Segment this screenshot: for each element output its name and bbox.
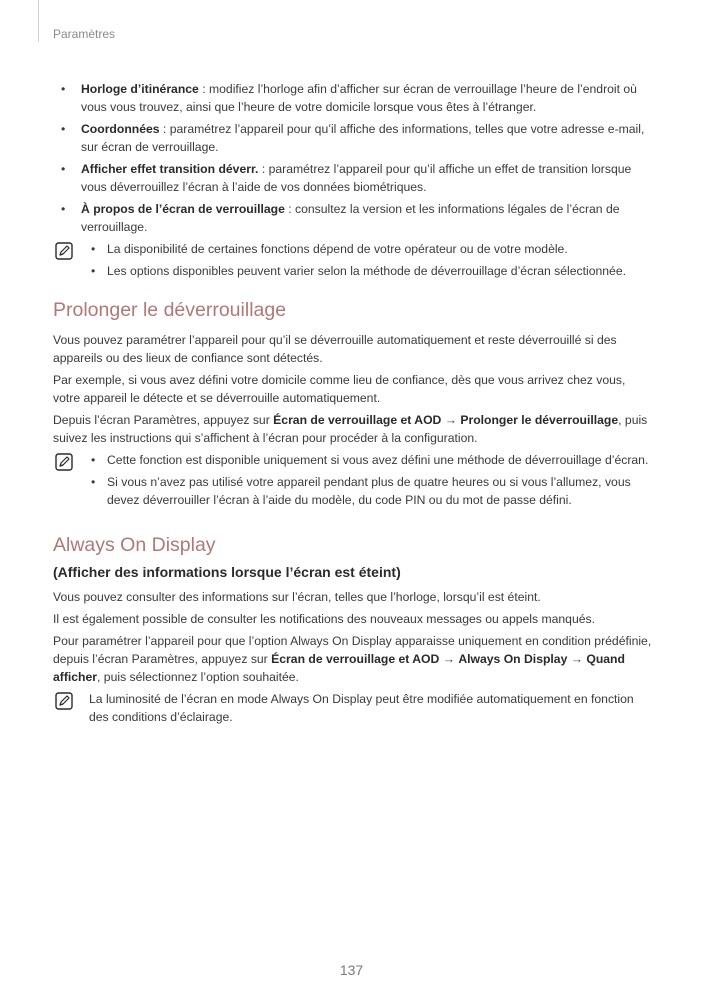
list-item: • Afficher effet transition déverr. : paramétrez l’appareil pour qu’il affiche un effet de transition lorsque vous déverrouillez l’écran à l’aide de vos données biométriques. <box>53 160 653 196</box>
page-number: 137 <box>339 962 364 978</box>
header-rule <box>38 0 39 42</box>
page-header: Paramètres <box>53 27 116 41</box>
note-block <box>53 451 653 509</box>
note-text: La luminosité de l’écran en mode Always On Display peut être modifiée automatiquement en fonction des conditions d’éclairage. <box>89 692 634 724</box>
lock-screen-options-list <box>53 80 653 236</box>
menu-path-lock-screen: Écran de verrouillage et AOD <box>271 652 440 666</box>
list-item: • Cette fonction est disponible uniquement si vous avez défini une méthode de déverrouillage d’écran. <box>89 451 653 469</box>
list-item: • Les options disponibles peuvent varier selon la méthode de déverrouillage d’écran sélectionnée. <box>89 262 653 280</box>
paragraph: Vous pouvez paramétrer l’appareil pour qu’il se déverrouille automatiquement et reste déverrouillé si des appareils ou des lieux de confiance sont détectés. <box>53 333 617 365</box>
menu-path-extend-unlock: Prolonger le déverrouillage <box>460 413 619 427</box>
menu-path-when-to-show: Quand afficher <box>53 652 625 684</box>
note-pencil-icon <box>55 692 73 710</box>
section-title: Prolonger le déverrouillage <box>53 299 287 321</box>
page-content <box>53 80 653 730</box>
paragraph: Il est également possible de consulter les notifications des nouveaux messages ou appels manqués. <box>53 612 595 626</box>
note-pencil-icon <box>55 453 73 471</box>
section-title: Always On Display <box>53 534 216 556</box>
paragraph: Par exemple, si vous avez défini votre domicile comme lieu de confiance, dès que vous arrivez chez vous, votre appareil le détecte et se déverrouille automatiquement. <box>53 373 626 405</box>
paragraph: Vous pouvez consulter des informations sur l’écran, telles que l’horloge, lorsqu’il est éteint. <box>53 590 541 604</box>
list-item: • À propos de l’écran de verrouillage : consultez la version et les informations légales de l’écran de verrouillage. <box>53 200 653 236</box>
list-item: • Si vous n’avez pas utilisé votre appareil pendant plus de quatre heures ou si vous l’allumez, vous devez déverrouiller l’écran à l’aide du modèle, du code PIN ou du mot de passe défini. <box>89 473 653 509</box>
section-subtitle: (Afficher des informations lorsque l’écran est éteint) <box>53 564 401 580</box>
paragraph: Pour paramétrer l’appareil pour que l’option Always On Display apparaisse uniquement en condition prédéfinie, depuis l’écran Paramètres, appuyez sur Écran de verrouillage et AOD → Always On Display → Quand afficher, puis sélectionnez l’option souhaitée. <box>53 634 652 684</box>
menu-path-always-on-display: Always On Display <box>458 652 568 666</box>
list-item: • Coordonnées : paramétrez l’appareil pour qu’il affiche des informations, telles que votre adresse e-mail, sur écran de verrouillage. <box>53 120 653 156</box>
section-always-on-display <box>53 533 653 726</box>
note-pencil-icon <box>55 242 73 260</box>
note-block <box>53 690 653 726</box>
menu-path-lock-screen: Écran de verrouillage et AOD <box>273 413 442 427</box>
paragraph: Depuis l’écran Paramètres, appuyez sur Écran de verrouillage et AOD → Prolonger le déverrouillage, puis suivez les instructions qui s’affichent à l’écran pour procéder à la configuration. <box>53 413 648 445</box>
list-item: • La disponibilité de certaines fonctions dépend de votre opérateur ou de votre modèle. <box>89 240 653 258</box>
section-extend-unlock <box>53 298 653 509</box>
note-block <box>53 240 653 280</box>
list-item: • Horloge d’itinérance : modifiez l’horloge afin d’afficher sur écran de verrouillage l’heure de l’endroit où vous vous trouvez, ainsi que l’heure de votre domicile lorsque vous êtes à l’étranger. <box>53 80 653 116</box>
